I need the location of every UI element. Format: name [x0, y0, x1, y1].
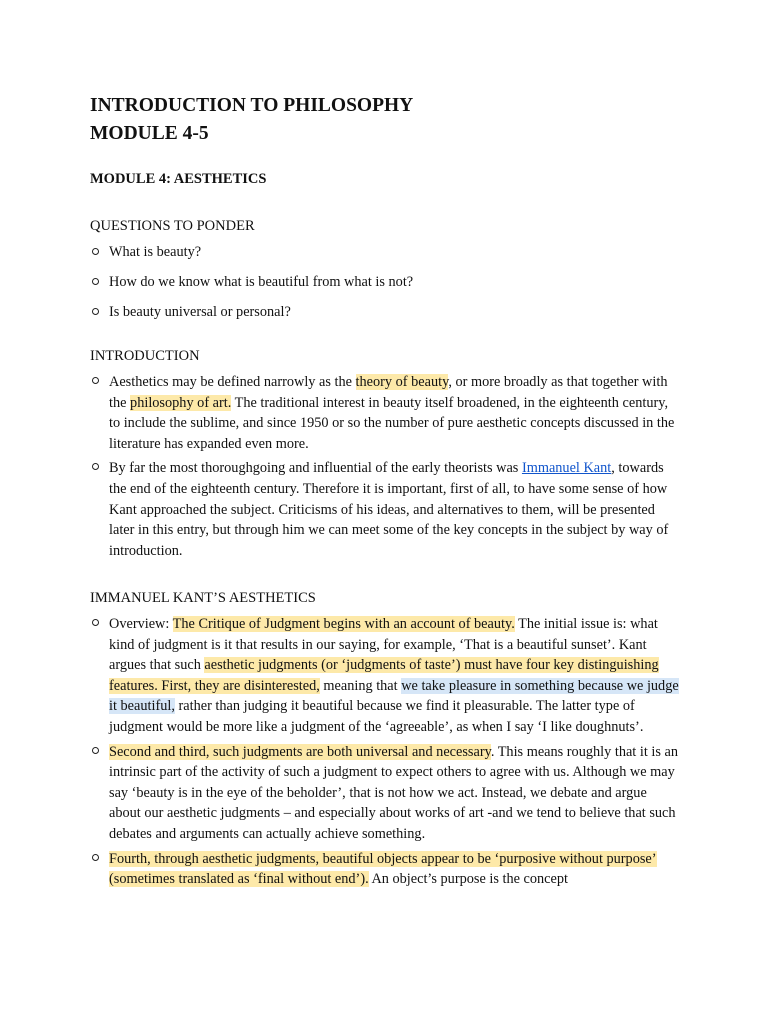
circle-bullet-icon: [92, 278, 99, 285]
list-item: How do we know what is beautiful from what is not?: [90, 273, 680, 291]
list-item: Aesthetics may be defined narrowly as the theory of beauty, or more broadly as that together with the philosophy of art. The traditional interest in beauty itself broadened, in the eighteenth century, to include the sublime, and since 1950 or so the number of pure aesthetic concepts discussed in the literature has expanded even more.: [90, 372, 680, 454]
circle-bullet-icon: [92, 308, 99, 315]
kant-list: [90, 614, 680, 890]
highlight: theory of beauty: [355, 374, 449, 390]
highlight: Fourth, through aesthetic judgments, beautiful objects appear to be ‘purposive without purpose’ (sometimes translated as ‘final without end’).: [109, 850, 657, 888]
document-subtitle: MODULE 4-5: [90, 123, 209, 144]
list-item: Second and third, such judgments are both universal and necessary. This means roughly that it is an intrinsic part of the activity of such a judgment to expect others to agree with us. Although we may say ‘beauty is in the eye of the beholder’, that is not how we act. Instead, we debate and argue about our aesthetic judgments – and especially about works of art -and we tend to believe that such debates and arguments can actually achieve something.: [90, 742, 680, 845]
list-item: By far the most thoroughgoing and influential of the early theorists was Immanuel Kant, towards the end of the eighteenth century. Therefore it is important, first of all, to have some sense of how Kant approached the subject. Criticisms of his ideas, and alternatives to them, will be presented later in this entry, but through him we can meet some of the key concepts in the subject by way of introduction.: [90, 458, 680, 561]
circle-bullet-icon: [92, 248, 99, 255]
highlight: Second and third, such judgments are both universal and necessary: [109, 743, 491, 760]
circle-bullet-icon: [92, 747, 99, 754]
immanuel-kant-link[interactable]: Immanuel Kant: [521, 460, 612, 477]
circle-bullet-icon: [92, 619, 99, 626]
list-item: What is beauty?: [90, 243, 680, 261]
questions-heading: QUESTIONS TO PONDER: [90, 218, 255, 234]
blue-highlight: we take pleasure in something because we judge it beautiful,: [109, 677, 679, 715]
highlight: The Critique of Judgment begins with an account of beauty.: [172, 616, 515, 632]
introduction-heading: INTRODUCTION: [90, 348, 200, 364]
kant-heading: IMMANUEL KANT’S AESTHETICS: [90, 590, 316, 606]
list-item: Overview: The Critique of Judgment begins with an account of beauty. The initial issue is: what kind of judgment is it that results in our saying, for example, ‘That is a beautiful sunset’. Kant argues that such aesthetic judgments (or ‘judgments of taste’) must have four key distinguishing features. First, they are disinterested, meaning that we take pleasure in something because we judge it beautiful, rather than judging it beautiful because we find it pleasurable. The latter type of judgment would be more like a judgment of the ‘agreeable’, as when I say ‘I like doughnuts’.: [90, 614, 680, 738]
circle-bullet-icon: [92, 377, 99, 384]
document-title: INTRODUCTION TO PHILOSOPHY: [90, 95, 414, 116]
questions-list: [90, 243, 680, 321]
highlight: aesthetic judgments (or ‘judgments of taste’) must have four key distinguishing features. First, they are disinterested,: [109, 657, 659, 694]
highlight: philosophy of art.: [130, 394, 232, 411]
list-item: Fourth, through aesthetic judgments, beautiful objects appear to be ‘purposive without purpose’ (sometimes translated as ‘final without end’). An object’s purpose is the concept: [90, 849, 680, 890]
module-heading: MODULE 4: AESTHETICS: [90, 171, 267, 187]
circle-bullet-icon: [92, 463, 99, 470]
introduction-list: [90, 372, 680, 561]
document-page: [90, 92, 690, 188]
circle-bullet-icon: [92, 854, 99, 861]
list-item: Is beauty universal or personal?: [90, 303, 680, 321]
